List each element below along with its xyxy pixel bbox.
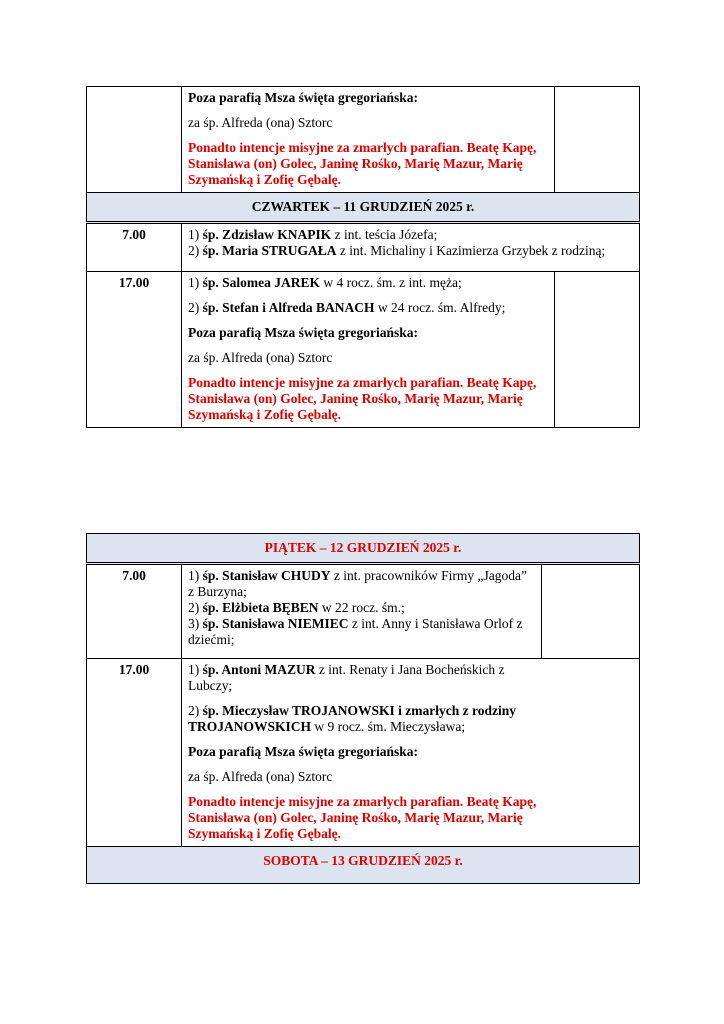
- mission-intentions: Ponadto intencje misyjne za zmarłych parafian. Beatę Kapę, Stanisława (on) Golec, Janinę Rośko, Marię Mazur, Marię Szymańską i Zofię Gębalę.: [188, 375, 537, 422]
- intention-item: [188, 227, 633, 243]
- gregorian-intention: za śp. Alfreda (ona) Sztorc: [188, 115, 333, 130]
- intention-text: w 24 rocz. śm. Alfredy;: [374, 300, 506, 315]
- gregorian-heading: Poza parafią Msza święta gregoriańska:: [188, 325, 418, 340]
- intention-number: 1): [188, 227, 203, 242]
- intention-number: 2): [188, 300, 203, 315]
- intention-item: [188, 703, 539, 735]
- table-row: [87, 223, 640, 272]
- mass-time: 17.00: [87, 272, 182, 428]
- table-row: [87, 564, 640, 659]
- intention-number: 1): [188, 275, 203, 290]
- gregorian-heading: Poza parafią Msza święta gregoriańska:: [188, 90, 418, 105]
- notes-cell: [555, 87, 640, 193]
- intentions-cell: [182, 87, 555, 193]
- deceased-name: śp. Elżbieta BĘBEN: [202, 600, 319, 615]
- intention-text: z int. teścia Józefa;: [331, 227, 438, 242]
- intention-text: z int. Anny i Stanisława Orlof z dziećmi;: [188, 616, 523, 647]
- day-header-row: [87, 193, 640, 223]
- intention-text: w 4 rocz. śm. z int. męża;: [320, 275, 462, 290]
- deceased-name: śp. Stanisława NIEMIEC: [202, 616, 349, 631]
- intention-number: 2): [188, 243, 203, 258]
- mass-time: 7.00: [87, 564, 182, 659]
- intention-item: [188, 600, 535, 616]
- mission-intentions: Ponadto intencje misyjne za zmarłych parafian. Beatę Kapę, Stanisława (on) Golec, Janinę Rośko, Marię Mazur, Marię Szymańską i Zofię Gębalę.: [188, 794, 537, 841]
- day-header-saturday: SOBOTA – 13 GRUDZIEŃ 2025 r.: [87, 847, 640, 884]
- intention-text: z int. pracowników Firmy „Jagoda” z Burzyna;: [188, 568, 527, 599]
- schedule-table-friday: [86, 533, 640, 884]
- table-row: [87, 272, 640, 428]
- intention-number: 1): [188, 568, 203, 583]
- gregorian-intention: za śp. Alfreda (ona) Sztorc: [188, 769, 333, 784]
- intentions-cell: [182, 272, 555, 428]
- time-cell: [87, 87, 182, 193]
- intention-item: [188, 662, 539, 694]
- gregorian-intention: za śp. Alfreda (ona) Sztorc: [188, 350, 333, 365]
- intention-number: 2): [188, 703, 203, 718]
- intention-number: 3): [188, 616, 203, 631]
- mass-time: 17.00: [87, 659, 182, 847]
- intentions-cell: [182, 659, 640, 847]
- intention-text: w 22 rocz. śm.;: [318, 600, 405, 615]
- intention-item: [188, 616, 535, 648]
- intention-number: 1): [188, 662, 203, 677]
- notes-cell: [555, 272, 640, 428]
- notes-cell: [542, 564, 640, 659]
- deceased-name: śp. Stefan i Alfreda BANACH: [202, 300, 375, 315]
- deceased-name: śp. Salomea JAREK: [202, 275, 321, 290]
- day-header-friday: PIĄTEK – 12 GRUDZIEŃ 2025 r.: [87, 534, 640, 564]
- intention-item: [188, 568, 535, 600]
- intentions-cell: [182, 223, 640, 272]
- deceased-name: śp. Maria STRUGAŁA: [202, 243, 337, 258]
- intention-text: z int. Renaty i Jana Bocheńskich z Lubczy;: [188, 662, 505, 693]
- mass-time: 7.00: [87, 223, 182, 272]
- gregorian-heading: Poza parafią Msza święta gregoriańska:: [188, 744, 418, 759]
- deceased-name: śp. Antoni MAZUR: [202, 662, 316, 677]
- intentions-cell: [182, 564, 542, 659]
- deceased-name: śp. Mieczysław TROJANOWSKI i zmarłych z rodziny TROJANOWSKICH: [188, 703, 516, 734]
- intention-text: z int. Michaliny i Kazimierza Grzybek z rodziną;: [336, 243, 606, 258]
- schedule-table-thursday: [86, 86, 640, 428]
- deceased-name: śp. Stanisław CHUDY: [202, 568, 331, 583]
- intention-text: w 9 rocz. śm. Mieczysława;: [311, 719, 466, 734]
- mission-intentions: Ponadto intencje misyjne za zmarłych parafian. Beatę Kapę, Stanisława (on) Golec, Janinę Rośko, Marię Mazur, Marię Szymańską i Zofię Gębalę.: [188, 140, 537, 187]
- intention-item: [188, 300, 548, 316]
- day-header-row: [87, 847, 640, 884]
- table-row: [87, 87, 640, 193]
- table-row: [87, 659, 640, 847]
- deceased-name: śp. Zdzisław KNAPIK: [202, 227, 332, 242]
- intention-item: [188, 275, 548, 291]
- intention-item: [188, 243, 633, 259]
- day-header-thursday: CZWARTEK – 11 GRUDZIEŃ 2025 r.: [87, 193, 640, 223]
- day-header-row: [87, 534, 640, 564]
- intention-number: 2): [188, 600, 203, 615]
